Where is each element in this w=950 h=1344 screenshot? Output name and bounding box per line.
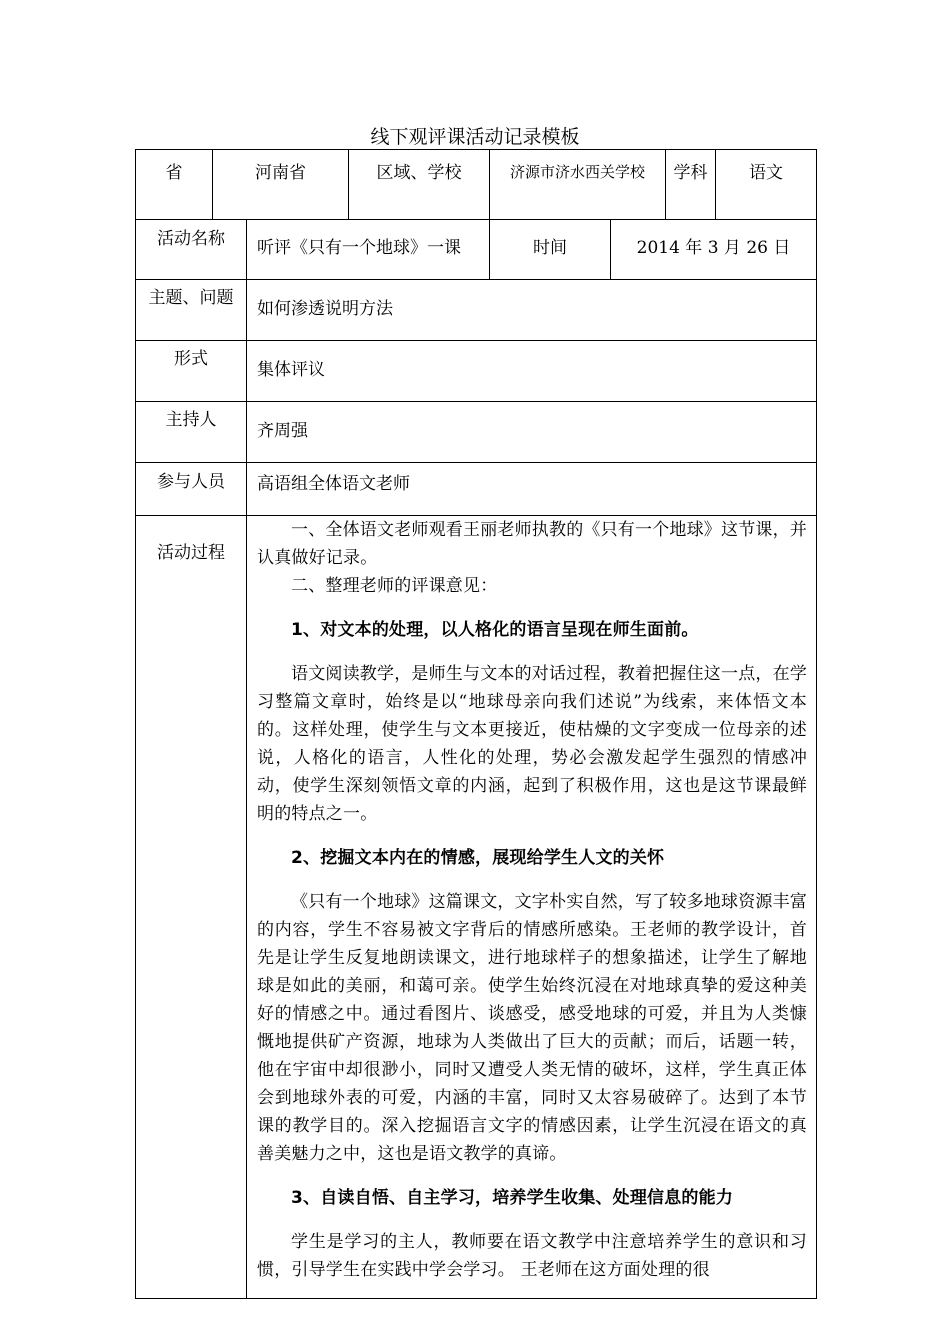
time-value: 2014 年 3 月 26 日 (611, 220, 817, 280)
time-label: 时间 (490, 220, 611, 280)
theme-label: 主题、问题 (136, 280, 247, 341)
row-theme (136, 280, 817, 341)
province-label: 省 (136, 150, 213, 220)
section-heading-1: 1、对文本的处理，以人格化的语言呈现在师生面前。 (291, 620, 699, 640)
row-process (136, 516, 817, 1299)
intro-paragraph-1: 一、全体语文老师观看王丽老师执教的《只有一个地球》这节课，并认真做好记录。 (257, 520, 808, 568)
row-form (136, 341, 817, 402)
theme-value: 如何渗透说明方法 (247, 280, 817, 341)
activity-name-label: 活动名称 (136, 220, 247, 280)
record-form-table (135, 149, 817, 1299)
document-title: 线下观评课活动记录模板 (370, 126, 580, 148)
section-paragraph-1: 语文阅读教学，是师生与文本的对话过程，教着把握住这一点，在学习整篇文章时，始终是以“地球母亲向我们述说”为线索，来体悟文本的。这样处理，使学生与文本更接近，使枯燥的文字变成一位母亲的述说，人格化的语言，人性化的处理，势必会激发起学生强烈的情感冲动，使学生深刻领悟文章的内涵，起到了积极作用，这也是这节课最鲜明的特点之一。 (257, 664, 808, 824)
participants-value: 高语组全体语文老师 (247, 463, 817, 516)
subject-label: 学科 (666, 150, 716, 220)
row-activity (136, 220, 817, 280)
region-label: 区域、学校 (349, 150, 490, 220)
region-value: 济源市济水西关学校 (490, 150, 666, 220)
participants-label: 参与人员 (136, 463, 247, 516)
province-value: 河南省 (213, 150, 349, 220)
row-location (136, 150, 817, 220)
host-value: 齐周强 (247, 402, 817, 463)
row-participants (136, 463, 817, 516)
form-label: 形式 (136, 341, 247, 402)
process-label: 活动过程 (136, 516, 247, 1299)
section-paragraph-3: 学生是学习的主人，教师要在语文教学中注意培养学生的意识和习惯，引导学生在实践中学会学习。 王老师在这方面处理的很 (257, 1232, 808, 1280)
row-host (136, 402, 817, 463)
section-paragraph-2: 《只有一个地球》这篇课文，文字朴实自然，写了较多地球资源丰富的内容，学生不容易被文字背后的情感所感染。王老师的教学设计，首先是让学生反复地朗读课文，进行地球样子的想象描述，让学生了解地球是如此的美丽，和蔼可亲。使学生始终沉浸在对地球真挚的爱这种美好的情感之中。通过看图片、谈感受，感受地球的可爱，并且为人类慷慨地提供矿产资源，地球为人类做出了巨大的贡献；而后，话题一转，他在宇宙中却很渺小，同时又遭受人类无情的破坏，这样，学生真正体会到地球外表的可爱，内涵的丰富，同时又太容易破碎了。达到了本节课的教学目的。深入挖掘语言文字的情感因素，让学生沉浸在语文的真善美魅力之中，这也是语文教学的真谛。 (257, 892, 808, 1164)
intro-paragraph-2: 二、整理老师的评课意见： (291, 576, 498, 596)
activity-name-value: 听评《只有一个地球》一课 (247, 220, 490, 280)
section-heading-2: 2、挖掘文本内在的情感，展现给学生人文的关怀 (291, 848, 665, 868)
process-content (247, 516, 817, 1299)
form-value: 集体评议 (247, 341, 817, 402)
section-heading-3: 3、自读自悟、自主学习，培养学生收集、处理信息的能力 (291, 1188, 734, 1208)
subject-value: 语文 (716, 150, 817, 220)
host-label: 主持人 (136, 402, 247, 463)
